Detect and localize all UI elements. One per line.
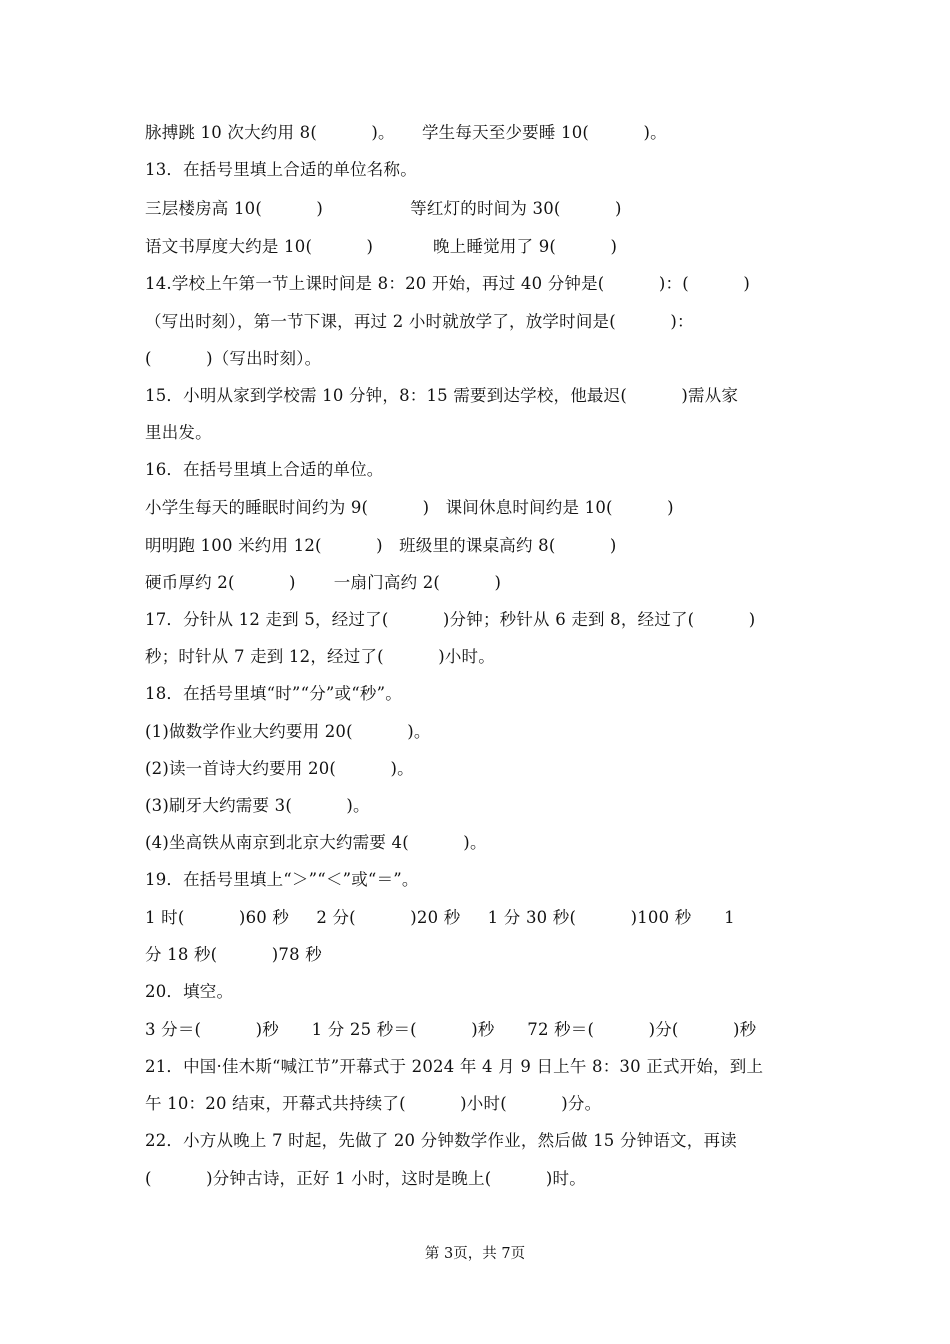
text-line-6: （写出时刻），第一节下课，再过 2 小时就放学了，放学时间是( )： bbox=[145, 312, 694, 331]
text-line-23: 分 18 秒( )78 秒 bbox=[145, 945, 322, 964]
page-footer: 第 3页，共 7页 bbox=[424, 1246, 526, 1262]
text-line-29: ( )分钟古诗，正好 1 小时，这时是晚上( )时。 bbox=[145, 1169, 586, 1188]
text-line-27: 午 10：20 结束，开幕式共持续了( )小时( )分。 bbox=[145, 1094, 602, 1113]
text-line-7: ( )（写出时刻）。 bbox=[145, 349, 322, 368]
text-line-15: 秒；时针从 7 走到 12，经过了( )小时。 bbox=[145, 647, 495, 666]
question-13-heading: 13．在括号里填上合适的单位名称。 bbox=[145, 160, 417, 179]
text-line-1: 脉搏跳 10 次大约用 8( )。 学生每天至少要睡 10( )。 bbox=[145, 123, 667, 142]
text-line-12: 明明跑 100 米约用 12( ) 班级里的课桌高约 8( ) bbox=[145, 536, 617, 555]
text-line-22: 1 时( )60 秒 2 分( )20 秒 1 分 30 秒( )100 秒 1 bbox=[145, 908, 735, 927]
text-line-11: 小学生每天的睡眠时间约为 9( ) 课间休息时间约是 10( ) bbox=[145, 498, 674, 517]
text-line-20: (4)坐高铁从南京到北京大约需要 4( )。 bbox=[145, 833, 487, 852]
question-18-heading: 18．在括号里填“时”“分”或“秒”。 bbox=[145, 684, 402, 703]
text-line-17: (1)做数学作业大约要用 20( )。 bbox=[145, 722, 431, 741]
question-17-heading: 17．分针从 12 走到 5，经过了( )分钟；秒针从 6 走到 8，经过了( ) bbox=[145, 610, 756, 629]
text-line-3: 三层楼房高 10( ) 等红灯的时间为 30( ) bbox=[145, 199, 622, 218]
question-22-heading: 22．小方从晚上 7 时起，先做了 20 分钟数学作业，然后做 15 分钟语文，再读 bbox=[145, 1131, 737, 1150]
text-line-18: (2)读一首诗大约要用 20( )。 bbox=[145, 759, 414, 778]
text-line-9: 里出发。 bbox=[145, 423, 212, 442]
question-14-heading: 14.学校上午第一节上课时间是 8：20 开始，再过 40 分钟是( )：( ) bbox=[145, 274, 750, 293]
question-21-heading: 21．中国·佳木斯“喊江节”开幕式于 2024 年 4 月 9 日上午 8：30 正式开始，到上 bbox=[145, 1057, 764, 1076]
question-20-heading: 20．填空。 bbox=[145, 982, 234, 1001]
text-line-13: 硬币厚约 2( ) 一扇门高约 2( ) bbox=[145, 573, 502, 592]
text-line-4: 语文书厚度大约是 10( ) 晚上睡觉用了 9( ) bbox=[145, 237, 618, 256]
text-line-25: 3 分＝( )秒 1 分 25 秒＝( )秒 72 秒＝( )分( )秒 bbox=[145, 1020, 757, 1039]
text-line-19: (3)刷牙大约需要 3( )。 bbox=[145, 796, 370, 815]
question-15-heading: 15．小明从家到学校需 10 分钟，8：15 需要到达学校，他最迟( )需从家 bbox=[145, 386, 739, 405]
question-16-heading: 16．在括号里填上合适的单位。 bbox=[145, 460, 384, 479]
question-19-heading: 19．在括号里填上“＞”“＜”或“＝”。 bbox=[145, 870, 419, 889]
